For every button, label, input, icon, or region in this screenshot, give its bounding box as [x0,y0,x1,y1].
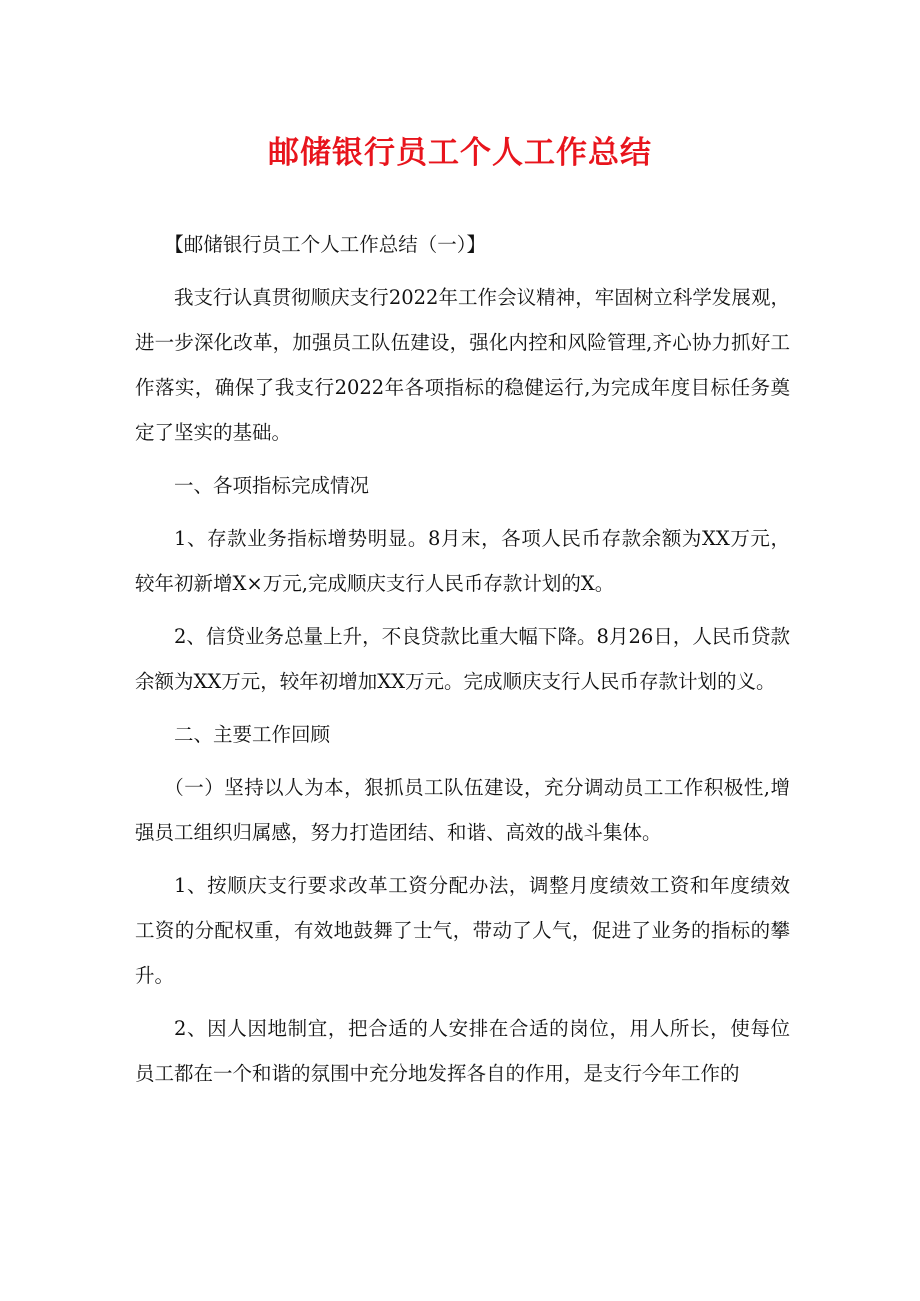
section-heading-2: 二、主要工作回顾 [174,723,331,746]
paragraph-people-first: （一）坚持以人为本，狠抓员工队伍建设，充分调动员工工作积极性,增强员工组织归属感，努力打造团结、和谐、高效的战斗集体。 [135,776,790,844]
section-heading-1: 一、各项指标完成情况 [174,474,370,497]
intro-paragraph: 我支行认真贯彻顺庆支行2022年工作会议精神，牢固树立科学发展观，进一步深化改革，加强员工队伍建设，强化内控和风险管理,齐心协力抓好工作落实，确保了我支行2022年各项指标的稳健运行,为完成年度目标任务奠定了坚实的基础。 [135,286,790,444]
paragraph-salary-reform: 1、按顺庆支行要求改革工资分配办法，调整月度绩效工资和年度绩效工资的分配权重，有效地鼓舞了士气，带动了人气，促进了业务的指标的攀升。 [135,874,790,987]
paragraph-staffing: 2、因人因地制宜，把合适的人安排在合适的岗位，用人所长，使每位员工都在一个和谐的氛围中充分地发挥各自的作用，是支行今年工作的 [135,1017,790,1085]
paragraph-deposit: 1、存款业务指标增势明显。8月末，各项人民币存款余额为XX万元，较年初新增X×万元,完成顺庆支行人民币存款计划的X。 [135,527,790,595]
section-heading: 【邮储银行员工个人工作总结（一）】 [164,233,487,256]
document-title: 邮储银行员工个人工作总结 [268,135,652,171]
paragraph-credit: 2、信贷业务总量上升，不良贷款比重大幅下降。8月26日，人民币贷款余额为XX万元，较年初增加XX万元。完成顺庆支行人民币存款计划的义。 [135,625,790,693]
document-body [135,222,790,1104]
